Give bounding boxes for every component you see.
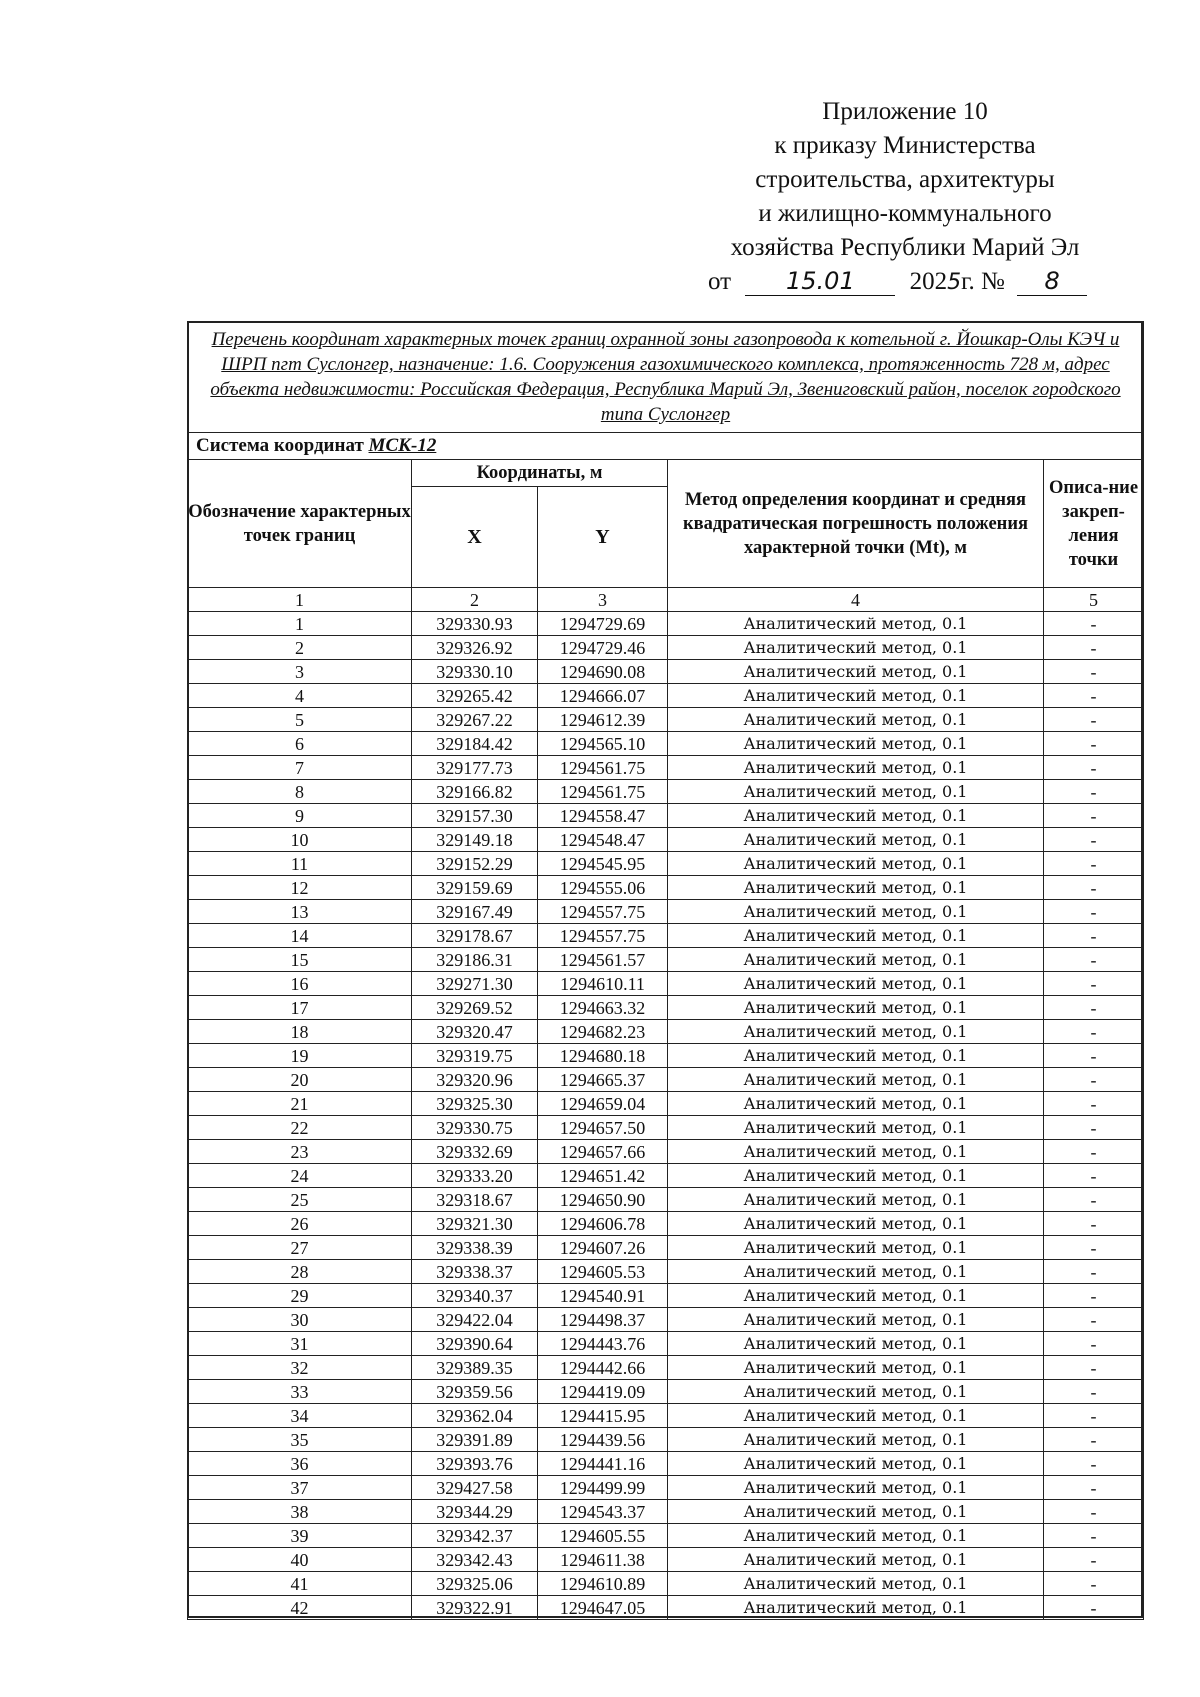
method-cell: Аналитический метод, 0.1 [668,1332,1044,1356]
point-number-cell: 22 [188,1116,412,1140]
x-coordinate-cell: 329321.30 [412,1212,538,1236]
description-cell: - [1044,1332,1144,1356]
description-cell: - [1044,1596,1144,1620]
x-coordinate-cell: 329320.47 [412,1020,538,1044]
description-cell: - [1044,660,1144,684]
column-number-row [188,588,1144,612]
method-cell: Аналитический метод, 0.1 [668,1092,1044,1116]
point-number-cell: 26 [188,1212,412,1236]
point-number-cell: 7 [188,756,412,780]
point-number-cell: 5 [188,708,412,732]
coordinate-system-row [188,433,1144,460]
method-cell: Аналитический метод, 0.1 [668,756,1044,780]
table-row [188,636,1144,660]
x-coordinate-cell: 329271.30 [412,972,538,996]
table-row [188,852,1144,876]
method-cell: Аналитический метод, 0.1 [668,996,1044,1020]
method-cell: Аналитический метод, 0.1 [668,780,1044,804]
x-coordinate-cell: 329325.06 [412,1572,538,1596]
table-row [188,708,1144,732]
point-number-cell: 2 [188,636,412,660]
appendix-header [690,95,1120,300]
x-coordinate-cell: 329167.49 [412,900,538,924]
table-row [188,732,1144,756]
x-coordinate-cell: 329184.42 [412,732,538,756]
x-coordinate-cell: 329186.31 [412,948,538,972]
table-row [188,1236,1144,1260]
table-row [188,1428,1144,1452]
point-number-cell: 30 [188,1308,412,1332]
method-cell: Аналитический метод, 0.1 [668,1404,1044,1428]
header-y: Y [538,487,668,588]
method-cell: Аналитический метод, 0.1 [668,1212,1044,1236]
table-row [188,1596,1144,1620]
y-coordinate-cell: 1294561.75 [538,780,668,804]
y-coordinate-cell: 1294651.42 [538,1164,668,1188]
y-coordinate-cell: 1294565.10 [538,732,668,756]
header-coordinates: Координаты, м [412,460,668,487]
table-row [188,876,1144,900]
table-row [188,684,1144,708]
y-coordinate-cell: 1294665.37 [538,1068,668,1092]
y-coordinate-cell: 1294557.75 [538,924,668,948]
description-cell: - [1044,1164,1144,1188]
method-cell: Аналитический метод, 0.1 [668,1572,1044,1596]
y-coordinate-cell: 1294663.32 [538,996,668,1020]
description-cell: - [1044,828,1144,852]
method-cell: Аналитический метод, 0.1 [668,852,1044,876]
x-coordinate-cell: 329332.69 [412,1140,538,1164]
table-row [188,612,1144,636]
table-row [188,948,1144,972]
point-number-cell: 27 [188,1236,412,1260]
x-coordinate-cell: 329330.10 [412,660,538,684]
table-row [188,1188,1144,1212]
header-point-designation: Обозначение характерных точек границ [188,460,412,588]
description-cell: - [1044,1452,1144,1476]
header-description: Описа-ние закреп-ления точки [1044,460,1144,588]
table-row [188,780,1144,804]
table-row [188,1356,1144,1380]
x-coordinate-cell: 329389.35 [412,1356,538,1380]
table-row [188,1044,1144,1068]
description-cell: - [1044,1284,1144,1308]
table-row [188,1452,1144,1476]
description-cell: - [1044,804,1144,828]
appendix-line-ministry: строительства, архитектуры [755,166,1055,193]
method-cell: Аналитический метод, 0.1 [668,1140,1044,1164]
method-cell: Аналитический метод, 0.1 [668,660,1044,684]
point-number-cell: 19 [188,1044,412,1068]
point-number-cell: 9 [188,804,412,828]
description-cell: - [1044,756,1144,780]
handwritten-year-digit: 5 [947,270,962,295]
table-row [188,924,1144,948]
method-cell: Аналитический метод, 0.1 [668,804,1044,828]
x-coordinate-cell: 329422.04 [412,1308,538,1332]
x-coordinate-cell: 329330.93 [412,612,538,636]
y-coordinate-cell: 1294690.08 [538,660,668,684]
x-coordinate-cell: 329157.30 [412,804,538,828]
method-cell: Аналитический метод, 0.1 [668,708,1044,732]
table-row [188,1476,1144,1500]
description-cell: - [1044,1044,1144,1068]
coordinate-system-label: Система координат [196,435,364,456]
table-row [188,1020,1144,1044]
y-coordinate-cell: 1294443.76 [538,1332,668,1356]
method-cell: Аналитический метод, 0.1 [668,612,1044,636]
y-coordinate-cell: 1294659.04 [538,1092,668,1116]
y-coordinate-cell: 1294612.39 [538,708,668,732]
y-coordinate-cell: 1294680.18 [538,1044,668,1068]
method-cell: Аналитический метод, 0.1 [668,828,1044,852]
y-coordinate-cell: 1294555.06 [538,876,668,900]
x-coordinate-cell: 329390.64 [412,1332,538,1356]
handwritten-date: 15.01 [745,267,895,296]
point-number-cell: 14 [188,924,412,948]
description-cell: - [1044,1380,1144,1404]
y-coordinate-cell: 1294540.91 [538,1284,668,1308]
table-row [188,1260,1144,1284]
y-coordinate-cell: 1294561.75 [538,756,668,780]
point-number-cell: 12 [188,876,412,900]
point-number-cell: 17 [188,996,412,1020]
table-row [188,756,1144,780]
description-cell: - [1044,1020,1144,1044]
table-row [188,1164,1144,1188]
column-number: 5 [1044,588,1144,612]
table-row [188,1524,1144,1548]
y-coordinate-cell: 1294419.09 [538,1380,668,1404]
description-cell: - [1044,1524,1144,1548]
description-cell: - [1044,1548,1144,1572]
table-row [188,1116,1144,1140]
method-cell: Аналитический метод, 0.1 [668,684,1044,708]
column-number: 3 [538,588,668,612]
x-coordinate-cell: 329178.67 [412,924,538,948]
point-number-cell: 37 [188,1476,412,1500]
description-cell: - [1044,900,1144,924]
table-row [188,828,1144,852]
description-cell: - [1044,1500,1144,1524]
point-number-cell: 18 [188,1020,412,1044]
description-cell: - [1044,1236,1144,1260]
description-cell: - [1044,1092,1144,1116]
method-cell: Аналитический метод, 0.1 [668,1596,1044,1620]
table-row [188,1332,1144,1356]
y-coordinate-cell: 1294647.05 [538,1596,668,1620]
description-cell: - [1044,924,1144,948]
y-coordinate-cell: 1294415.95 [538,1404,668,1428]
y-coordinate-cell: 1294606.78 [538,1212,668,1236]
y-coordinate-cell: 1294441.16 [538,1452,668,1476]
y-coordinate-cell: 1294498.37 [538,1308,668,1332]
method-cell: Аналитический метод, 0.1 [668,732,1044,756]
method-cell: Аналитический метод, 0.1 [668,876,1044,900]
x-coordinate-cell: 329265.42 [412,684,538,708]
date-prefix: от [708,268,732,295]
method-cell: Аналитический метод, 0.1 [668,1188,1044,1212]
table-row [188,1308,1144,1332]
point-number-cell: 29 [188,1284,412,1308]
table-row [188,804,1144,828]
x-coordinate-cell: 329359.56 [412,1380,538,1404]
x-coordinate-cell: 329320.96 [412,1068,538,1092]
x-coordinate-cell: 329318.67 [412,1188,538,1212]
header-method: Метод определения координат и средняя квадратическая погрешность положения характерной точки (Mt), м [668,460,1044,588]
column-number: 2 [412,588,538,612]
point-number-cell: 39 [188,1524,412,1548]
method-cell: Аналитический метод, 0.1 [668,1068,1044,1092]
method-cell: Аналитический метод, 0.1 [668,1020,1044,1044]
y-coordinate-cell: 1294666.07 [538,684,668,708]
method-cell: Аналитический метод, 0.1 [668,1308,1044,1332]
point-number-cell: 33 [188,1380,412,1404]
method-cell: Аналитический метод, 0.1 [668,1284,1044,1308]
method-cell: Аналитический метод, 0.1 [668,972,1044,996]
point-number-cell: 32 [188,1356,412,1380]
point-number-cell: 10 [188,828,412,852]
description-cell: - [1044,876,1144,900]
x-coordinate-cell: 329391.89 [412,1428,538,1452]
y-coordinate-cell: 1294611.38 [538,1548,668,1572]
table-row [188,1068,1144,1092]
point-number-cell: 4 [188,684,412,708]
table-row [188,1092,1144,1116]
point-number-cell: 25 [188,1188,412,1212]
point-number-cell: 36 [188,1452,412,1476]
description-cell: - [1044,780,1144,804]
method-cell: Аналитический метод, 0.1 [668,948,1044,972]
y-coordinate-cell: 1294548.47 [538,828,668,852]
y-coordinate-cell: 1294561.57 [538,948,668,972]
column-number: 1 [188,588,412,612]
x-coordinate-cell: 329344.29 [412,1500,538,1524]
x-coordinate-cell: 329267.22 [412,708,538,732]
point-number-cell: 42 [188,1596,412,1620]
method-cell: Аналитический метод, 0.1 [668,1500,1044,1524]
x-coordinate-cell: 329319.75 [412,1044,538,1068]
point-number-cell: 20 [188,1068,412,1092]
table-row [188,972,1144,996]
column-number: 4 [668,588,1044,612]
y-coordinate-cell: 1294558.47 [538,804,668,828]
description-cell: - [1044,732,1144,756]
y-coordinate-cell: 1294543.37 [538,1500,668,1524]
x-coordinate-cell: 329152.29 [412,852,538,876]
method-cell: Аналитический метод, 0.1 [668,1524,1044,1548]
y-coordinate-cell: 1294607.26 [538,1236,668,1260]
header-x: X [412,487,538,588]
point-number-cell: 38 [188,1500,412,1524]
table-row [188,1500,1144,1524]
appendix-line-housing: и жилищно-коммунального [758,200,1052,227]
point-number-cell: 40 [188,1548,412,1572]
description-cell: - [1044,1356,1144,1380]
table-row [188,1212,1144,1236]
method-cell: Аналитический метод, 0.1 [668,1476,1044,1500]
table-row [188,1572,1144,1596]
x-coordinate-cell: 329177.73 [412,756,538,780]
description-cell: - [1044,1068,1144,1092]
description-cell: - [1044,1188,1144,1212]
point-number-cell: 16 [188,972,412,996]
appendix-line-order: к приказу Министерства [774,132,1036,159]
coordinate-system-name: МСК-12 [368,435,437,456]
y-coordinate-cell: 1294657.50 [538,1116,668,1140]
point-number-cell: 6 [188,732,412,756]
x-coordinate-cell: 329342.43 [412,1548,538,1572]
description-cell: - [1044,1572,1144,1596]
y-coordinate-cell: 1294605.53 [538,1260,668,1284]
point-number-cell: 31 [188,1332,412,1356]
y-coordinate-cell: 1294557.75 [538,900,668,924]
point-number-cell: 1 [188,612,412,636]
method-cell: Аналитический метод, 0.1 [668,1116,1044,1140]
description-cell: - [1044,612,1144,636]
point-number-cell: 11 [188,852,412,876]
x-coordinate-cell: 329326.92 [412,636,538,660]
method-cell: Аналитический метод, 0.1 [668,1548,1044,1572]
y-coordinate-cell: 1294729.69 [538,612,668,636]
method-cell: Аналитический метод, 0.1 [668,636,1044,660]
description-cell: - [1044,1212,1144,1236]
x-coordinate-cell: 329322.91 [412,1596,538,1620]
y-coordinate-cell: 1294439.56 [538,1428,668,1452]
method-cell: Аналитический метод, 0.1 [668,1236,1044,1260]
x-coordinate-cell: 329166.82 [412,780,538,804]
x-coordinate-cell: 329342.37 [412,1524,538,1548]
x-coordinate-cell: 329325.30 [412,1092,538,1116]
y-coordinate-cell: 1294729.46 [538,636,668,660]
x-coordinate-cell: 329330.75 [412,1116,538,1140]
description-cell: - [1044,1140,1144,1164]
description-cell: - [1044,852,1144,876]
y-coordinate-cell: 1294442.66 [538,1356,668,1380]
x-coordinate-cell: 329338.39 [412,1236,538,1260]
point-number-cell: 35 [188,1428,412,1452]
coordinates-table [187,321,1144,1620]
point-number-cell: 3 [188,660,412,684]
appendix-line-republic: хозяйства Республики Марий Эл [730,234,1080,261]
description-cell: - [1044,1428,1144,1452]
description-cell: - [1044,636,1144,660]
description-cell: - [1044,1476,1144,1500]
description-cell: - [1044,1308,1144,1332]
x-coordinate-cell: 329362.04 [412,1404,538,1428]
method-cell: Аналитический метод, 0.1 [668,1260,1044,1284]
table-row [188,996,1144,1020]
year-suffix: г. № [961,268,1005,295]
x-coordinate-cell: 329427.58 [412,1476,538,1500]
method-cell: Аналитический метод, 0.1 [668,1428,1044,1452]
x-coordinate-cell: 329159.69 [412,876,538,900]
x-coordinate-cell: 329149.18 [412,828,538,852]
method-cell: Аналитический метод, 0.1 [668,1044,1044,1068]
point-number-cell: 34 [188,1404,412,1428]
description-cell: - [1044,684,1144,708]
description-cell: - [1044,1404,1144,1428]
table-caption: Перечень координат характерных точек границ охранной зоны газопровода к котельной г. Йошкар-Олы КЭЧ и ШРП пгт Суслонгер, назначение: 1.6. Сооружения газохимического комплекса, протяженность 728 м, адрес объекта недвижимости: Российская Федерация, Республика Марий Эл, Звениговский район, поселок городского типа Суслонгер [188,322,1144,433]
description-cell: - [1044,1260,1144,1284]
x-coordinate-cell: 329269.52 [412,996,538,1020]
x-coordinate-cell: 329333.20 [412,1164,538,1188]
year-prefix: 202 [909,268,948,295]
x-coordinate-cell: 329338.37 [412,1260,538,1284]
table-row [188,1548,1144,1572]
description-cell: - [1044,996,1144,1020]
method-cell: Аналитический метод, 0.1 [668,1380,1044,1404]
point-number-cell: 41 [188,1572,412,1596]
y-coordinate-cell: 1294610.11 [538,972,668,996]
appendix-title: Приложение 10 [822,98,988,125]
y-coordinate-cell: 1294682.23 [538,1020,668,1044]
method-cell: Аналитический метод, 0.1 [668,1164,1044,1188]
table-row [188,1404,1144,1428]
point-number-cell: 8 [188,780,412,804]
method-cell: Аналитический метод, 0.1 [668,900,1044,924]
table-row [188,1140,1144,1164]
y-coordinate-cell: 1294605.55 [538,1524,668,1548]
appendix-date-line [690,265,1120,300]
y-coordinate-cell: 1294545.95 [538,852,668,876]
description-cell: - [1044,948,1144,972]
y-coordinate-cell: 1294657.66 [538,1140,668,1164]
table-row [188,1284,1144,1308]
table-row [188,1380,1144,1404]
method-cell: Аналитический метод, 0.1 [668,1452,1044,1476]
x-coordinate-cell: 329393.76 [412,1452,538,1476]
point-number-cell: 28 [188,1260,412,1284]
point-number-cell: 23 [188,1140,412,1164]
point-number-cell: 13 [188,900,412,924]
point-number-cell: 21 [188,1092,412,1116]
handwritten-order-number: 8 [1017,267,1087,296]
table-row [188,660,1144,684]
table-row [188,900,1144,924]
method-cell: Аналитический метод, 0.1 [668,1356,1044,1380]
method-cell: Аналитический метод, 0.1 [668,924,1044,948]
y-coordinate-cell: 1294499.99 [538,1476,668,1500]
y-coordinate-cell: 1294610.89 [538,1572,668,1596]
point-number-cell: 24 [188,1164,412,1188]
description-cell: - [1044,972,1144,996]
x-coordinate-cell: 329340.37 [412,1284,538,1308]
description-cell: - [1044,1116,1144,1140]
y-coordinate-cell: 1294650.90 [538,1188,668,1212]
description-cell: - [1044,708,1144,732]
point-number-cell: 15 [188,948,412,972]
